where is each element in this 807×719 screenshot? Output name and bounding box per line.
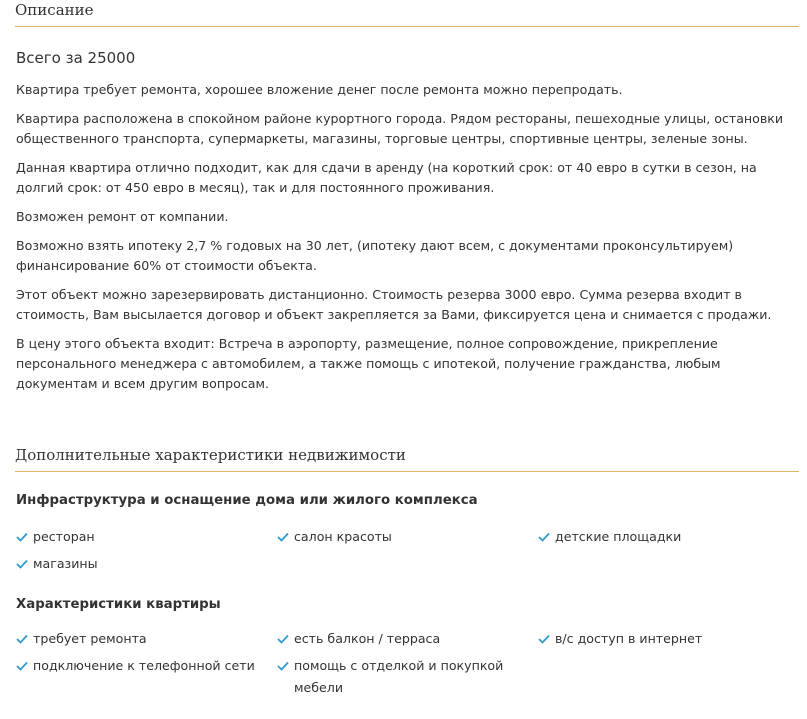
feature-label: требует ремонта — [33, 631, 147, 646]
check-icon — [538, 634, 550, 644]
description-paragraph-2: Квартира расположена в спокойном районе курортного города. Рядом рестораны, пешеходные улицы, остановки общественного транспорта, супермаркеты, магазины, торговые центры, спортивные центры, зеленые зоны. — [16, 111, 784, 146]
description-paragraph-1: Квартира требует ремонта, хорошее вложение денег после ремонта можно перепродать. — [16, 82, 623, 97]
price-line: Всего за 25000 — [16, 49, 136, 67]
feature-label: магазины — [33, 556, 98, 571]
description-body — [16, 48, 792, 403]
feature-label: салон красоты — [294, 529, 392, 544]
feature-label: ресторан — [33, 529, 95, 544]
feature-item — [277, 628, 527, 650]
infrastructure-group-title: Инфраструктура и оснащение дома или жилого комплекса — [16, 493, 478, 508]
check-icon — [16, 559, 28, 569]
description-paragraph-5: Возможно взять ипотеку 2,7 % годовых на 30 лет, (ипотеку дают всем, с документами проконсультируем) финансирование 60% от стоимости объекта. — [16, 238, 734, 273]
features-section-title: Дополнительные характеристики недвижимости — [15, 446, 799, 472]
check-icon — [16, 661, 28, 671]
description-paragraph-4: Возможен ремонт от компании. — [16, 209, 229, 224]
description-paragraph-7: В цену этого объекта входит: Встреча в аэропорту, размещение, полное сопровождение, прикрепление персонального менеджера с автомобилем, а также помощь с ипотекой, получение гражданства, любым документам и всем другим вопросам. — [16, 336, 721, 391]
feature-item — [16, 526, 266, 548]
feature-item — [277, 526, 527, 548]
description-paragraph-3: Данная квартира отлично подходит, как для сдачи в аренду (на короткий срок: от 40 евро в сутки в сезон, на долгий срок: от 450 евро в месяц), так и для постоянного проживания. — [16, 160, 757, 195]
feature-label: в/с доступ в интернет — [555, 631, 703, 646]
feature-label: есть балкон / терраса — [294, 631, 441, 646]
check-icon — [538, 532, 550, 542]
description-section-title: Описание — [15, 1, 799, 27]
feature-item — [538, 526, 788, 548]
check-icon — [16, 634, 28, 644]
feature-label: детские площадки — [555, 529, 682, 544]
feature-label: помощь с отделкой и покупкой мебели — [294, 658, 504, 695]
feature-label: подключение к телефонной сети — [33, 658, 255, 673]
feature-item — [538, 628, 788, 650]
check-icon — [277, 532, 289, 542]
check-icon — [16, 532, 28, 542]
apartment-group-title: Характеристики квартиры — [16, 597, 221, 612]
feature-item — [16, 553, 266, 575]
description-paragraph-6: Этот объект можно зарезервировать дистанционно. Стоимость резерва 3000 евро. Сумма резерва входит в стоимость, Вам высылается договор и объект закрепляется за Вами, фиксируется цена и снимается с продажи. — [16, 287, 772, 322]
check-icon — [277, 634, 289, 644]
feature-item — [16, 655, 266, 677]
feature-item — [16, 628, 266, 650]
check-icon — [277, 661, 289, 671]
feature-item — [277, 655, 507, 699]
